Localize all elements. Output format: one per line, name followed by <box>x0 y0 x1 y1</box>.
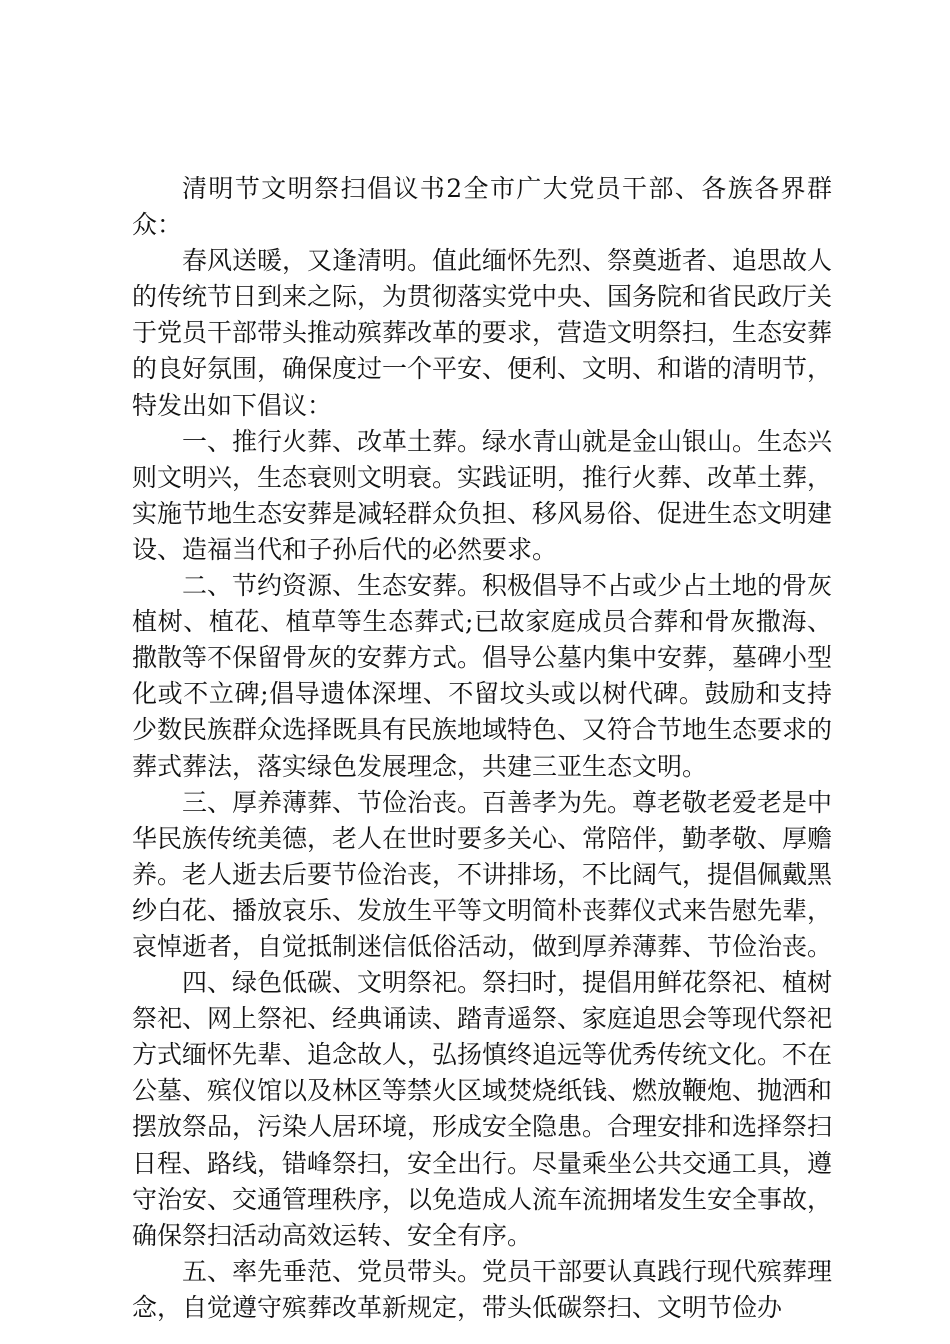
paragraph-item-2: 二、节约资源、生态安葬。积极倡导不占或少占土地的骨灰植树、植花、植草等生态葬式;已故家庭成员合葬和骨灰撒海、撒散等不保留骨灰的安葬方式。倡导公墓内集中安葬，墓碑小型化或不立碑;倡导遗体深埋、不留坟头或以树代碑。鼓励和支持少数民族群众选择既具有民族地域特色、又符合节地生态要求的葬式葬法，落实绿色发展理念，共建三亚生态文明。 <box>132 571 833 781</box>
paragraph-item-1: 一、推行火葬、改革土葬。绿水青山就是金山银山。生态兴则文明兴，生态衰则文明衰。实践证明，推行火葬、改革土葬，实施节地生态安葬是减轻群众负担、移风易俗、促进生态文明建设、造福当代和子孙后代的必然要求。 <box>132 426 833 564</box>
paragraph-item-3: 三、厚养薄葬、节俭治丧。百善孝为先。尊老敬老爱老是中华民族传统美德，老人在世时要多关心、常陪伴，勤孝敬、厚赡养。老人逝去后要节俭治丧，不讲排场，不比阔气，提倡佩戴黑纱白花、播放哀乐、发放生平等文明简朴丧葬仪式来告慰先辈，哀悼逝者，自觉抵制迷信低俗活动，做到厚养薄葬、节俭治丧。 <box>132 787 833 961</box>
document-body <box>132 171 832 1326</box>
paragraph-introduction: 春风送暖，又逢清明。值此缅怀先烈、祭奠逝者、追思故人的传统节日到来之际，为贯彻落实党中央、国务院和省民政厅关于党员干部带头推动殡葬改革的要求，营造文明祭扫，生态安葬的良好氛围，确保度过一个平安、便利、文明、和谐的清明节，特发出如下倡议： <box>132 246 833 420</box>
paragraph-item-4: 四、绿色低碳、文明祭祀。祭扫时，提倡用鲜花祭祀、植树祭祀、网上祭祀、经典诵读、踏青遥祭、家庭追思会等现代祭祀方式缅怀先辈、追念故人，弘扬慎终追远等优秀传统文化。不在公墓、殡仪馆以及林区等禁火区域焚烧纸钱、燃放鞭炮、抛洒和摆放祭品，污染人居环境，形成安全隐患。合理安排和选择祭扫日程、路线，错峰祭扫，安全出行。尽量乘坐公共交通工具，遵守治安、交通管理秩序，以免造成人流车流拥堵发生安全事故，确保祭扫活动高效运转、安全有序。 <box>132 968 833 1250</box>
paragraph-item-5: 五、率先垂范、党员带头。党员干部要认真践行现代殡葬理念，自觉遵守殡葬改革新规定，带头低碳祭扫、文明节俭办 <box>132 1256 833 1322</box>
paragraph-title-salutation: 清明节文明祭扫倡议书2全市广大党员干部、各族各界群众： <box>132 174 832 240</box>
